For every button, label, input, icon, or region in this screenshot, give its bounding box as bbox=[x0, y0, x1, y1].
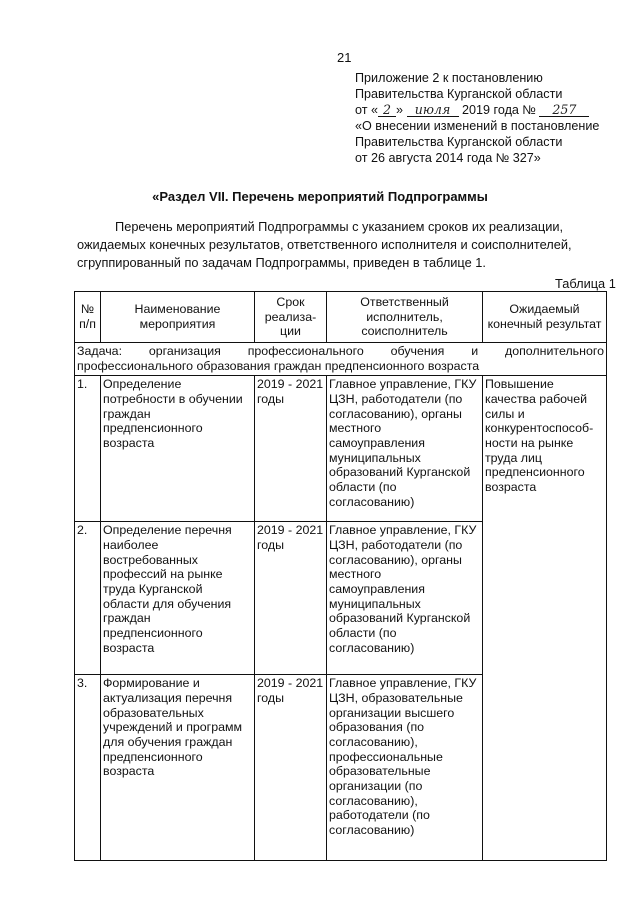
row-1-executor: Главное управление, ГКУ ЦЗН, работодатели (по согласованию), органы местного самоуправления муниципальных образований Курганской области (по согласованию) bbox=[327, 376, 483, 522]
appendix-date-line bbox=[355, 102, 625, 118]
date-quote-close: » bbox=[396, 103, 404, 117]
intro-line-2: ожидаемых конечных результатов, ответственного исполнителя и соисполнителей, bbox=[77, 237, 572, 252]
handwritten-number: 257 bbox=[539, 103, 589, 117]
table-label: Таблица 1 bbox=[555, 276, 616, 291]
header-executor: Ответственный исполнитель, соисполнитель bbox=[327, 292, 483, 343]
appendix-line-1: Приложение 2 к постановлению bbox=[355, 71, 543, 85]
row-3-name: Формирование и актуализация перечня образовательных учреждений и программ для обучения граждан предпенсионного возраста bbox=[101, 675, 255, 861]
task-row bbox=[75, 343, 607, 376]
row-2-executor: Главное управление, ГКУ ЦЗН, работодатели (по согласованию), органы местного самоуправления муниципальных образований Курганской области (по согласованию) bbox=[327, 522, 483, 675]
row-3-term: 2019 - 2021 годы bbox=[255, 675, 327, 861]
appendix-header bbox=[355, 70, 625, 166]
measures-table bbox=[74, 291, 607, 861]
row-3-executor: Главное управление, ГКУ ЦЗН, образовательные организации высшего образования (по согласованию), профессиональные образовательные организации (по согласованию), работодатели (по согласованию) bbox=[327, 675, 483, 861]
task-cell: Задача: организация профессионального обучения и дополнительного профессионального образования граждан предпенсионного возраста bbox=[75, 343, 607, 376]
intro-line-3: сгруппированный по задачам Подпрограммы, приведен в таблице 1. bbox=[77, 255, 486, 270]
row-2-name: Определение перечня наиболее востребованных профессий на рынке труда Курганской области для обучения граждан предпенсионного возраста bbox=[101, 522, 255, 675]
header-num: № п/п bbox=[75, 292, 101, 343]
page-number: 21 bbox=[337, 50, 352, 65]
intro-paragraph bbox=[77, 218, 605, 272]
row-1-num: 1. bbox=[75, 376, 101, 522]
header-result: Ожидаемый конечный результат bbox=[483, 292, 607, 343]
appendix-line-4: «О внесении изменений в постановление bbox=[355, 119, 600, 133]
table-row bbox=[75, 376, 607, 522]
row-1-name: Определение потребности в обучении граждан предпенсионного возраста bbox=[101, 376, 255, 522]
row-2-num: 2. bbox=[75, 522, 101, 675]
appendix-line-5: Правительства Курганской области bbox=[355, 135, 563, 149]
handwritten-month: июля bbox=[407, 103, 459, 117]
row-2-term: 2019 - 2021 годы bbox=[255, 522, 327, 675]
table-header-row bbox=[75, 292, 607, 343]
intro-line-1: Перечень мероприятий Подпрограммы с указанием сроков их реализации, bbox=[115, 219, 564, 234]
appendix-line-6: от 26 августа 2014 года № 327» bbox=[355, 151, 541, 165]
row-1-term: 2019 - 2021 годы bbox=[255, 376, 327, 522]
date-year: 2019 года № bbox=[462, 103, 536, 117]
header-term: Срок реализа-ции bbox=[255, 292, 327, 343]
section-title: «Раздел VII. Перечень мероприятий Подпрограммы bbox=[152, 189, 488, 204]
header-name: Наименование мероприятия bbox=[101, 292, 255, 343]
appendix-line-2: Правительства Курганской области bbox=[355, 87, 563, 101]
row-3-num: 3. bbox=[75, 675, 101, 861]
date-prefix: от « bbox=[355, 103, 378, 117]
handwritten-day: 2 bbox=[378, 103, 396, 117]
result-cell: Повышение качества рабочей силы и конкурентоспособ-ности на рынке труда лиц предпенсионного возраста bbox=[483, 376, 607, 861]
